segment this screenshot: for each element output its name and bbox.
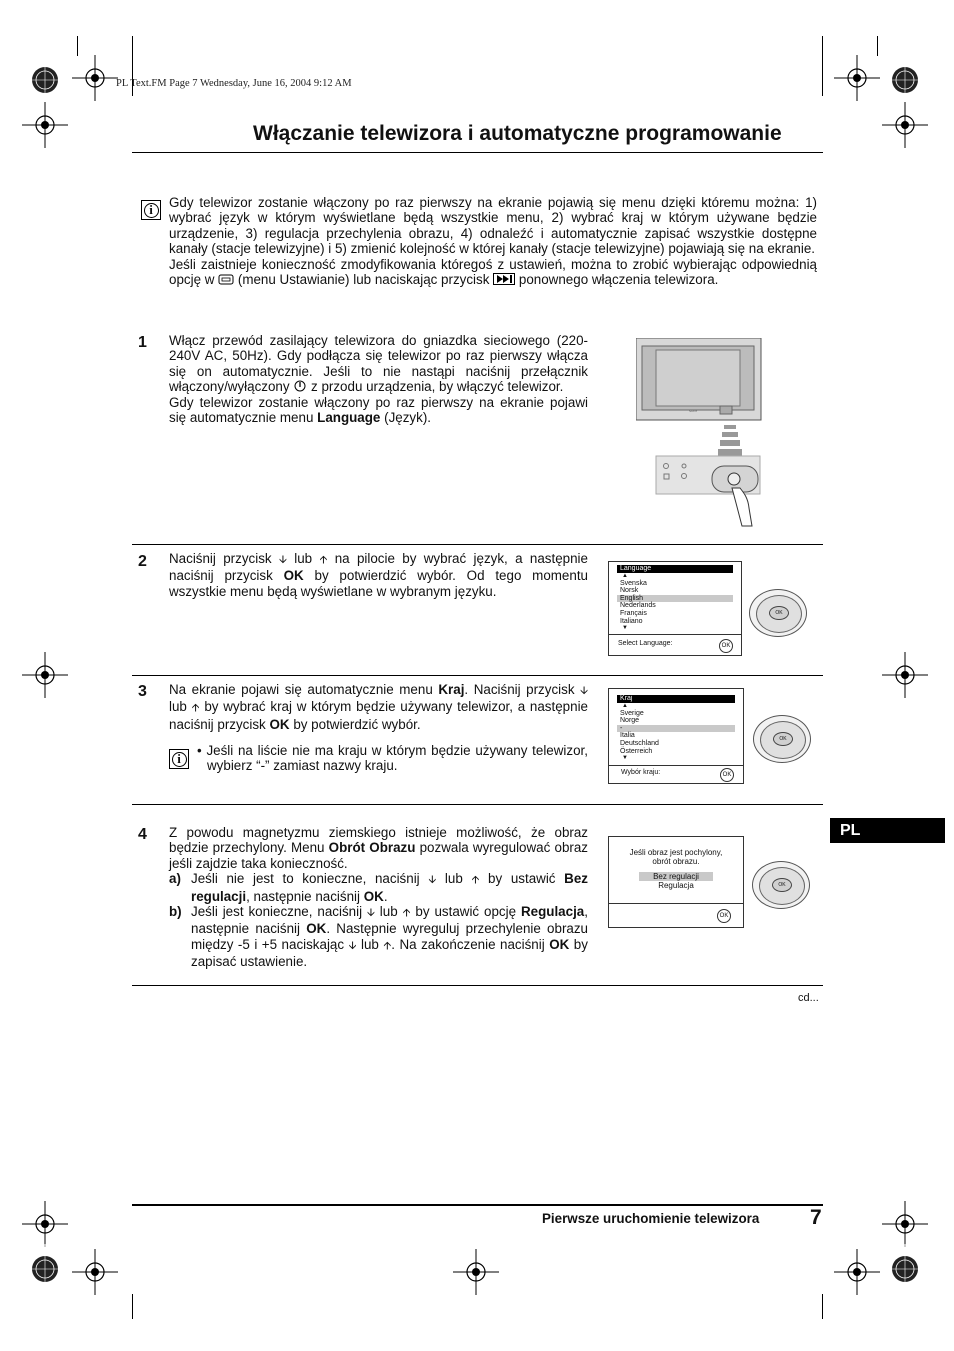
up-arrow-icon: 🡩 [471,874,480,887]
down-arrow-icon: 🡫 [278,554,287,566]
step3-text-part: Na ekranie pojawi się automatycznie menu [169,682,433,697]
registration-mark-top-left [20,55,70,105]
footer-rule [132,1204,823,1206]
tilt-menu-name: Obrót Obrazu [328,840,416,856]
language-tab: PL [830,818,945,843]
up-arrow-icon: 🡩 [383,939,392,952]
osd-item[interactable]: Österreich [620,747,653,755]
crop-line [877,36,878,56]
osd-item[interactable]: Français [620,609,647,617]
step4-text-part: Jeśli jest konieczne, naciśnij [191,904,363,920]
step3-text-part: lub [169,699,187,715]
osd-item-selected[interactable]: - [617,725,735,733]
osd-list [617,710,735,756]
remote-dpad [749,589,807,637]
step4-text-part: by ustawić opcję [415,904,517,920]
intro-text-part: ponownego włączenia telewizora. [518,272,719,288]
section-divider [132,544,823,545]
up-triangle-icon: ▲ [622,702,628,709]
down-triangle-icon: ▼ [622,625,628,632]
down-arrow-icon: 🡫 [348,939,357,952]
setup-menu-icon [218,273,234,285]
option-name: Regulacja [520,904,585,920]
footer-section-title: Pierwsze uruchomienie telewizora [542,1211,760,1226]
step3-text-part: . Naciśnij przycisk [464,682,575,697]
crosshair-mark-bottom-left [72,1249,118,1295]
registration-mark-top-right [880,55,930,105]
step2-text-part: Naciśnij przycisk [169,551,272,566]
osd-item[interactable]: Deutschland [620,739,659,747]
remote-ok-button[interactable]: OK [773,732,793,746]
osd-title: Kraj [617,695,735,703]
step4-text-part: lub [379,904,398,920]
section-divider [132,675,823,676]
step4-text-part: , następnie naciśnij [191,904,588,937]
language-menu-name: Language [317,410,381,426]
ok-label: OK [306,921,327,937]
ok-label: OK [363,888,384,904]
step4-text [169,825,588,970]
ok-label: OK [269,716,290,732]
remote-ok-button[interactable]: OK [772,878,792,892]
step3-text-part: by wybrać kraj w którym będzie używany telewizor, a następnie naciśnij przycisk [169,699,588,732]
osd-message: Jeśli obraz jest pochylony, [629,848,723,857]
up-triangle-icon: ▲ [622,572,628,579]
option-label: b) [169,904,182,920]
down-arrow-icon: 🡫 [580,685,588,697]
crosshair-mark-top-right [834,55,880,101]
up-arrow-icon: 🡩 [319,554,328,566]
registration-mark-bottom-right [880,1244,930,1294]
crop-line [77,36,78,56]
osd-divider [609,634,741,635]
step4-text-part: lub [444,871,463,887]
crosshair-mark-left-upper [22,102,68,148]
step1-text-part: z przodu urządzenia, by włączyć telewizor. [311,379,564,395]
remote-dpad [752,861,810,909]
ok-button-icon: OK [720,768,734,782]
crosshair-mark-left-middle [22,652,68,698]
step3-text [169,682,588,732]
ok-button-icon: OK [719,639,733,653]
crosshair-mark-top-left [72,55,118,101]
crop-line [132,1294,133,1319]
osd-item-selected[interactable]: Bez regulacji [639,872,713,881]
osd-item[interactable]: Norge [620,717,640,725]
osd-item[interactable]: Svenska [620,579,647,587]
osd-divider [609,765,743,766]
step4-text-part: . Następnie wyreguluj przechylenie obrazu między -5 i +5 naciskając [191,921,588,952]
page-title: Włączanie telewizora i automatyczne programowanie [253,122,782,145]
osd-divider [609,903,743,904]
step2-text-part: lub [294,551,313,566]
step-number: 3 [138,683,147,700]
osd-item[interactable]: Italia [620,732,635,740]
tilt-osd [608,836,744,928]
osd-footer: Select Language: [618,640,673,647]
intro-paragraph-2 [169,257,817,288]
option-label: a) [169,871,181,887]
osd-list [617,580,733,626]
intro-text [169,195,817,287]
info-icon: i [169,749,189,769]
osd-item[interactable]: Nederlands [620,602,656,610]
step2-text [169,551,588,599]
info-icon: i [141,200,161,220]
step4-text-part: Z powodu magnetyzmu ziemskiego istnieje możliwość, że obraz będzie przechylony. Menu [169,825,588,856]
step2-text-part: by potwierdzić wybór. Od tego momentu wszystkie menu będą wyświetlane w wybranym języku. [169,568,588,599]
step3-note-text: Jeśli na liście nie ma kraju w którym będzie używany telewizor, wybierz “-” zamiast nazwy kraju. [206,743,588,774]
crosshair-mark-right-middle [882,652,928,698]
intro-text-part: Jeśli zaistnieje konieczność zmodyfikowania któregoś z ustawień, można to zrobić wybierając odpowiednią opcję w [169,256,817,288]
step1-text-part: (Język). [384,410,431,426]
registration-mark-bottom-left [20,1244,70,1294]
step4-text-part: . Na zakończenie naciśnij [391,936,545,952]
step-number: 4 [138,826,147,843]
step4-option-a: a) Jeśli nie jest to konieczne, naciśnij 🡫 lub 🡩 by ustawić Bez regulacji, następnie naciśnij OK. [169,871,588,904]
step2-text-part: na pilocie by wybrać język, a następnie naciśnij przycisk [169,551,588,584]
step4-text-part: Jeśli nie jest to konieczne, naciśnij [191,871,420,887]
ok-button-icon: OK [717,909,731,923]
ok-label: OK [549,936,570,952]
osd-footer: Wybór kraju: [621,769,661,776]
fast-forward-icon [493,273,515,285]
step4-text-part: by zapisać ustawienie. [191,936,588,970]
title-rule [132,152,823,153]
crop-line [822,1294,823,1319]
down-triangle-icon: ▼ [622,755,628,762]
country-menu-name: Kraj [438,682,465,697]
language-osd [608,561,742,656]
country-osd [608,688,744,784]
crop-line [822,36,823,96]
step4-option-b [169,904,588,970]
remote-ok-button[interactable]: OK [769,606,789,620]
step1-text-part: Gdy telewizor zostanie włączony po raz pierwszy na ekranie pojawi się automatycznie menu [169,394,588,426]
ok-label: OK [283,568,304,584]
tv-brand-logo: SONY [689,409,698,413]
page-number: 7 [810,1206,822,1229]
step4-text-part: , następnie naciśnij [246,888,360,904]
down-arrow-icon: 🡫 [366,907,375,920]
step1-text-part: Włącz przewód zasilający telewizora do gniazdka sieciowego (220-240V AC, 50Hz). Gdy podłącza się telewizor po raz pierwszy włącza się on automatycznie. Jeśli to nie nastąpi naciśnij przełącznik włączony/wyłączony [169,333,588,395]
down-arrow-icon: 🡫 [428,874,437,887]
osd-item[interactable]: Norsk [620,587,639,595]
osd-message: obrót obrazu. [652,857,700,866]
step4-text-part: pozwala wyregulować obraz jeśli zajdzie taka konieczność. [169,840,588,871]
continued-label: cd... [798,992,819,1004]
tv-illustration [636,338,762,528]
up-arrow-icon: 🡩 [191,702,200,715]
intro-text-part: (menu Ustawianie) lub naciskając przycisk [237,272,490,288]
step-number: 2 [138,553,147,570]
file-meta: PL Text.FM Page 7 Wednesday, June 16, 2004 9:12 AM [116,78,352,89]
crosshair-mark-left-lower [22,1201,68,1247]
osd-item[interactable]: Italiano [620,617,643,625]
crosshair-mark-bottom-right [834,1249,880,1295]
osd-item[interactable]: Sverige [620,709,644,717]
step4-text-part: lub [360,936,379,952]
power-icon [293,380,307,392]
step4-text-part: by ustawić [488,871,556,887]
osd-title: Language [617,565,733,573]
osd-item-selected[interactable]: English [617,595,733,603]
step3-note: • Jeśli na liście nie ma kraju w którym będzie używany telewizor, wybierz “-” zamiast nazwy kraju. [197,743,588,774]
crosshair-mark-right-upper [882,102,928,148]
crosshair-mark-bottom-center [453,1249,499,1295]
osd-item[interactable]: Regulacja [658,881,694,890]
intro-paragraph: Gdy telewizor zostanie włączony po raz pierwszy na ekranie pojawią się menu dzięki któremu można: 1) wybrać język w którym wyświetlane będą wszystkie menu, 2) wybrać kraj w którym używane będzie urządzenie, 3) regulacja przechylenia obrazu, 4) odnaleźć i automatycznie zapisać wszystkie dostępne kanały (stacje telewizyjne) i 5) zmienić kolejność w której kanały (stacje telewizyjne) pojawiają się na ekranie. [169,195,817,257]
remote-dpad [753,715,811,763]
step-number: 1 [138,334,147,351]
step1-text [169,333,588,425]
section-divider [132,985,823,986]
option-name: Bez regulacji [191,871,588,904]
crosshair-mark-right-lower [882,1201,928,1247]
step3-text-part: by potwierdzić wybór. [293,716,421,732]
up-arrow-icon: 🡩 [402,907,411,920]
section-divider [132,804,823,805]
